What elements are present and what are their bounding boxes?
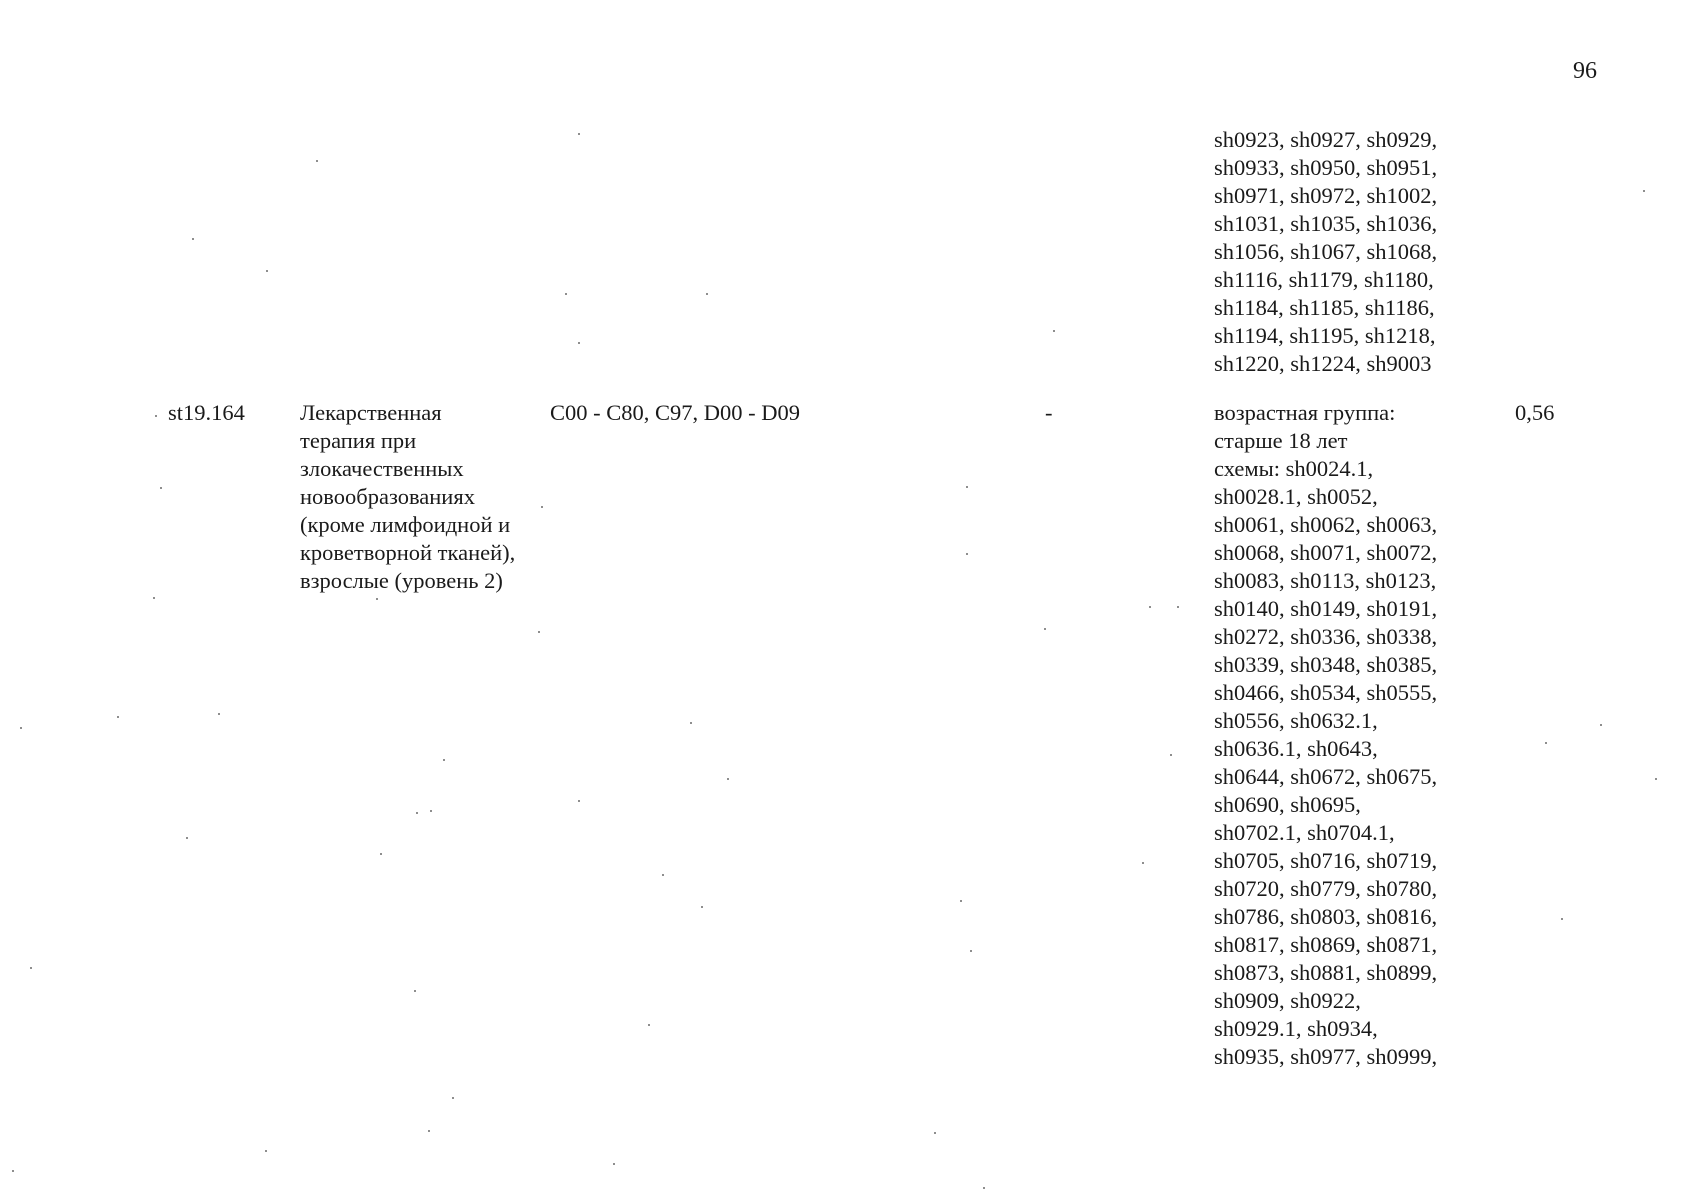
scan-speck [1170, 754, 1172, 756]
carry-over-schemes [1214, 126, 1437, 378]
scan-speck [1044, 628, 1046, 630]
scan-speck [20, 727, 22, 729]
text-line: sh0786, sh0803, sh0816, [1214, 904, 1438, 929]
scan-speck [1142, 862, 1144, 864]
scan-speck [186, 837, 188, 839]
text-line: Лекарственная [300, 400, 442, 425]
text-line: sh0272, sh0336, sh0338, [1214, 624, 1438, 649]
text-line: sh0466, sh0534, sh0555, [1214, 680, 1438, 705]
scan-speck [380, 853, 382, 855]
scan-speck [414, 990, 416, 992]
text-line: sh0935, sh0977, sh0999, [1214, 1044, 1438, 1069]
text-line: sh0556, sh0632.1, [1214, 708, 1378, 733]
classification-criteria [1214, 399, 1437, 1071]
scan-speck [430, 810, 432, 812]
coefficient: 0,56 [1515, 400, 1555, 425]
scan-speck [155, 415, 157, 417]
text-line: sh0705, sh0716, sh0719, [1214, 848, 1438, 873]
scan-speck [30, 967, 32, 969]
scan-speck [541, 506, 543, 508]
scan-speck [706, 293, 708, 295]
page-number: 96 [1573, 58, 1597, 84]
scan-speck [428, 1130, 430, 1132]
text-line: sh0923, sh0927, sh0929, [1214, 127, 1438, 152]
text-line: sh1116, sh1179, sh1180, [1214, 267, 1434, 292]
text-line: злокачественных [300, 456, 464, 481]
text-line: sh0873, sh0881, sh0899, [1214, 960, 1438, 985]
text-line: sh0644, sh0672, sh0675, [1214, 764, 1438, 789]
scan-speck [218, 713, 220, 715]
scan-speck [1053, 330, 1055, 332]
text-line: sh0929.1, sh0934, [1214, 1016, 1378, 1041]
scan-speck [376, 598, 378, 600]
scan-speck [578, 133, 580, 135]
scan-speck [648, 1024, 650, 1026]
scan-speck [266, 270, 268, 272]
scan-speck [966, 486, 968, 488]
scan-speck [690, 722, 692, 724]
scan-speck [1600, 724, 1602, 726]
scan-speck [960, 900, 962, 902]
scan-speck [12, 1170, 14, 1172]
scan-speck [578, 342, 580, 344]
text-line: sh1220, sh1224, sh9003 [1214, 351, 1432, 376]
text-line: новообразованиях [300, 484, 475, 509]
scan-speck [983, 1187, 985, 1189]
text-line: sh0720, sh0779, sh0780, [1214, 876, 1438, 901]
text-line: sh0690, sh0695, [1214, 792, 1361, 817]
text-line: возрастная группа: [1214, 400, 1396, 425]
scan-speck [1561, 918, 1563, 920]
scan-speck [613, 1163, 615, 1165]
scan-speck [1655, 778, 1657, 780]
surgery-codes: - [1045, 400, 1053, 425]
ksg-code: st19.164 [168, 400, 245, 425]
scan-speck [578, 800, 580, 802]
scan-speck [452, 1097, 454, 1099]
scan-speck [538, 631, 540, 633]
scan-speck [1177, 606, 1179, 608]
text-line: sh0636.1, sh0643, [1214, 736, 1378, 761]
text-line: sh0028.1, sh0052, [1214, 484, 1378, 509]
text-line: взрослые (уровень 2) [300, 568, 503, 593]
text-line: sh0933, sh0950, sh0951, [1214, 155, 1438, 180]
text-line: sh0061, sh0062, sh0063, [1214, 512, 1438, 537]
scan-speck [662, 874, 664, 876]
scan-speck [153, 597, 155, 599]
text-line: (кроме лимфоидной и [300, 512, 511, 537]
diagnosis-codes: C00 - C80, C97, D00 - D09 [550, 400, 801, 425]
ksg-name [300, 399, 515, 595]
scan-speck [1545, 742, 1547, 744]
text-line: sh0083, sh0113, sh0123, [1214, 568, 1437, 593]
text-line: sh0909, sh0922, [1214, 988, 1361, 1013]
text-line: sh1031, sh1035, sh1036, [1214, 211, 1438, 236]
scan-speck [316, 160, 318, 162]
scan-speck [701, 906, 703, 908]
scan-speck [265, 1150, 267, 1152]
text-line: sh1184, sh1185, sh1186, [1214, 295, 1435, 320]
text-line: sh0702.1, sh0704.1, [1214, 820, 1395, 845]
text-line: старше 18 лет [1214, 428, 1348, 453]
text-line: sh1194, sh1195, sh1218, [1214, 323, 1436, 348]
text-line: схемы: sh0024.1, [1214, 456, 1374, 481]
scan-speck [934, 1132, 936, 1134]
text-line: кроветворной тканей), [300, 540, 516, 565]
text-line: sh0817, sh0869, sh0871, [1214, 932, 1438, 957]
scan-speck [160, 487, 162, 489]
scan-speck [727, 778, 729, 780]
scan-speck [117, 716, 119, 718]
scan-speck [416, 812, 418, 814]
scan-speck [1643, 190, 1645, 192]
scan-speck [1149, 606, 1151, 608]
scan-speck [443, 759, 445, 761]
scan-speck [966, 553, 968, 555]
text-line: sh0971, sh0972, sh1002, [1214, 183, 1438, 208]
text-line: терапия при [300, 428, 417, 453]
scan-speck [970, 950, 972, 952]
scan-speck [192, 238, 194, 240]
text-line: sh0140, sh0149, sh0191, [1214, 596, 1438, 621]
text-line: sh0339, sh0348, sh0385, [1214, 652, 1438, 677]
text-line: sh0068, sh0071, sh0072, [1214, 540, 1438, 565]
text-line: sh1056, sh1067, sh1068, [1214, 239, 1438, 264]
scan-speck [565, 293, 567, 295]
